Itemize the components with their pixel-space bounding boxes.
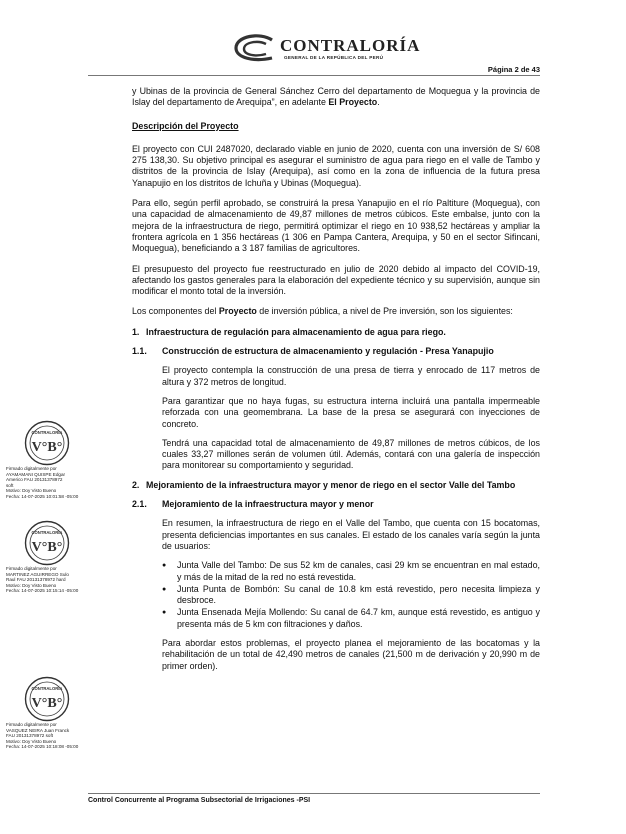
section-2-1-closing (162, 638, 540, 672)
heading-1: 1. Infraestructura de regulación para almacenamiento de agua para riego. (132, 326, 446, 337)
logo-swoosh-icon (232, 34, 278, 64)
page-footer: Control Concurrente al Programa Subsectorial de Irrigaciones -PSI (88, 797, 311, 804)
seal-icon (24, 520, 70, 566)
svg-text:CONTRALORÍA: CONTRALORÍA (31, 530, 63, 535)
bullet-list (162, 560, 540, 630)
contraloria-logo (232, 34, 421, 64)
heading-1-1: 1.1. Construcción de estructura de almacenamiento y regulación - Presa Yanapujio (132, 346, 494, 357)
section-2-1-body (162, 518, 540, 552)
stamp-text: Firmado digitalmente por AYAMAMANI QUISPE Edgar Americo FAU 20131378972 soft Motivo: Doy Visto Bueno Fecha: 14-07-2025 10:01:58 -05:00 (6, 466, 79, 499)
paragraph-presa: Para ello, según perfil aprobado, se construirá la presa Yanapujio en el río Paltiture (Moquegua), con una capacidad de almacenamiento de 49,87 millones de metros cúbicos. Este embalse, junto con la mejora de la infraestructura de riego, permitirá optimizar el riego en 10 938,52 hectáreas y ampliar la frontera agrícola en 1 356 hectáreas (1 306 en Pampa Cantera, Arequipa, y 50 en el sector Sifincani, Moquegua), beneficiando a 3 187 familias de agricultores. (132, 198, 540, 254)
svg-text:CONTRALORÍA: CONTRALORÍA (31, 686, 63, 691)
footer-divider (88, 793, 540, 794)
stamp-text: Firmado digitalmente por MARTINEZ AGUIRREGO Sulo Raul FAU 20131378972 hard Motivo: Doy Visto Bueno Fecha: 14-07-2025 10:15:14 -05:00 (6, 566, 79, 594)
document-body (132, 86, 540, 680)
page-header (0, 0, 626, 80)
svg-text:V°B°: V°B° (31, 440, 63, 455)
section-title: Descripción del Proyecto (132, 120, 239, 131)
paragraph-2-2: Para abordar estos problemas, el proyecto planea el mejoramiento de las bocatomas y la rehabilitación de un total de 42,490 metros de canales (21,500 m de derivación y 20,990 m de primer orden). (162, 637, 540, 671)
paragraph-1-1-c: Tendrá una capacidad total de almacenamiento de 49,87 millones de metros cúbicos, de los cuales 33,27 millones serán de volumen útil. Además, contará con una galería de inspección para monitorear su comportamiento y seguridad. (162, 437, 540, 471)
paragraph-presupuesto: El presupuesto del proyecto fue reestructurado en julio de 2020 debido al impacto del COVID-19, afectando los gastos generales para la elaboración del expediente técnico y su supervisión, aunque sin modificar el monto total de la inversión. (132, 263, 540, 297)
intro-paragraph: y Ubinas de la provincia de General Sánchez Cerro del departamento de Moquegua y la provincia de Islay del departamento de Arequipa”, en adelante El Proyecto. (132, 86, 540, 108)
svg-text:V°B°: V°B° (31, 696, 63, 711)
seal-icon (24, 676, 70, 722)
svg-text:CONTRALORÍA: CONTRALORÍA (31, 430, 63, 435)
paragraph-cui: El proyecto con CUI 2487020, declarado viable en junio de 2020, cuenta con una inversión de S/ 608 275 138,30. Su objetivo principal es asegurar el suministro de agua para riego en el valle de Tambo y distritos de la provincia de Islay (Arequipa), así como en la zona de influencia de la futura presa Yanapujio en los distritos de Ichuña y Ubinas (Moquegua). (132, 143, 540, 188)
svg-text:V°B°: V°B° (31, 540, 63, 555)
seal-icon (24, 420, 70, 466)
logo-subtitle: GENERAL DE LA REPÚBLICA DEL PERÚ (284, 55, 384, 60)
paragraph-2-1: En resumen, la infraestructura de riego en el Valle del Tambo, que cuenta con 15 bocatomas, presenta deficiencias importantes en sus canales. El estado de los canales varía según la junta de usuarios: (162, 518, 540, 551)
paragraph-1-1-a: El proyecto contempla la construcción de una presa de tierra y enrocado de 117 metros de altura y 372 metros de longitud. (162, 365, 540, 387)
list-item: ● Junta Valle del Tambo: De sus 52 km de canales, casi 29 km se encuentran en mal estado, y más de la mitad de la red no está revestida. (162, 560, 540, 583)
list-item: ● Junta Ensenada Mejía Mollendo: Su canal de 64.7 km, aunque está revestido, es antiguo y presenta más de 5 km con filtraciones y daños. (162, 607, 540, 630)
page-number: Página 2 de 43 (487, 65, 540, 74)
list-item: ● Junta Punta de Bombón: Su canal de 10.8 km está revestido, pero necesita limpieza y desbroce. (162, 584, 540, 607)
header-divider (88, 75, 540, 76)
heading-2: 2. Mejoramiento de la infraestructura mayor y menor de riego en el sector Valle del Tambo (132, 479, 516, 490)
logo-title: CONTRALORÍA (280, 36, 421, 55)
paragraph-componentes: Los componentes del Proyecto de inversión pública, a nivel de Pre inversión, son los siguientes: (132, 306, 513, 317)
heading-2-1: 2.1. Mejoramiento de la infraestructura mayor y menor (132, 499, 374, 510)
stamp-text: Firmado digitalmente por VASQUEZ NEIRA Juan Franck FAU 20131378972 soft Motivo: Doy Visto Bueno Fecha: 14-07-2025 10:18:08 -05:00 (6, 722, 79, 750)
section-1-1-body (162, 365, 540, 471)
paragraph-1-1-b: Para garantizar que no haya fugas, su estructura interna incluirá una pantalla impermeable reforzada con una geomembrana. La base de la presa se asegurará con inyecciones de concreto. (162, 395, 540, 429)
